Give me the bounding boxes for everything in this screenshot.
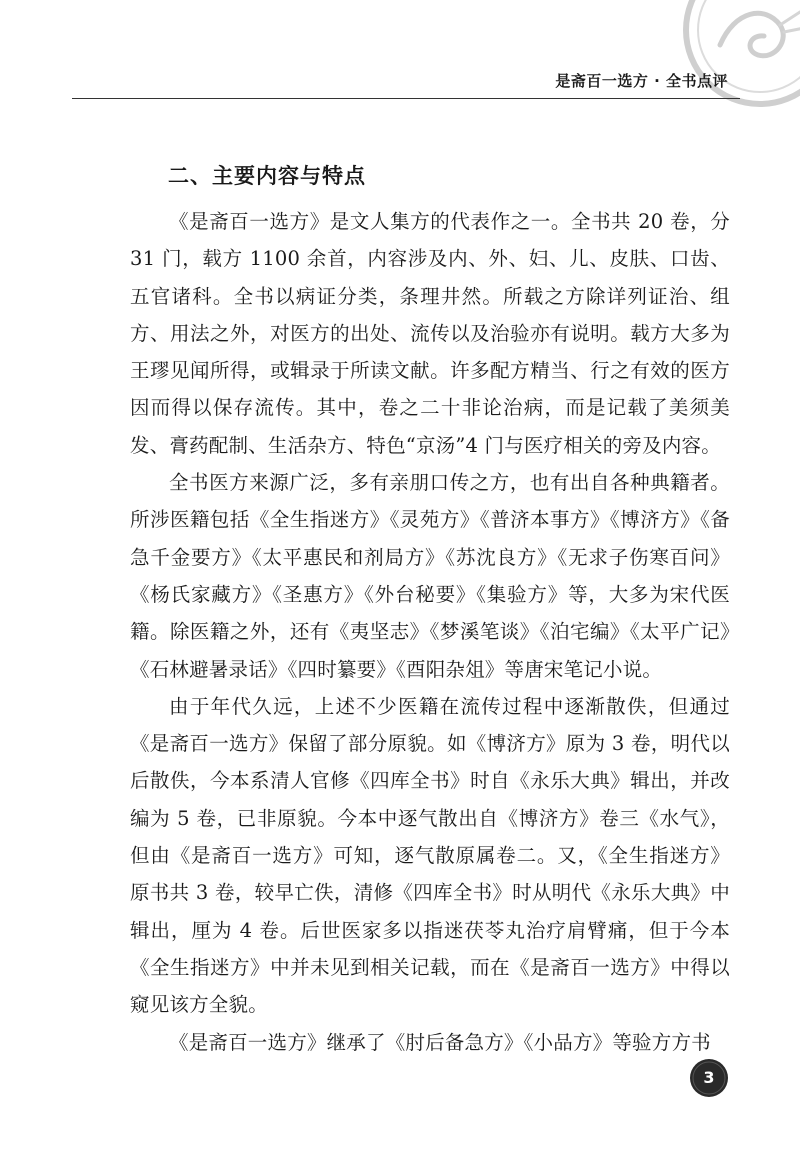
paragraph: 《是斋百一选方》继承了《肘后备急方》《小品方》等验方方书 bbox=[169, 1030, 711, 1054]
paragraph: 由于年代久远，上述不少医籍在流传过程中逐渐散佚，但通过《是斋百一选方》保留了部分原貌。如《博济方》原为 3 卷，明代以后散佚，今本系清人官修《四库全书》时自《永乐大典》辑出，并改编为 5 卷，已非原貌。今本中逐气散出自《博济方》卷三《水气》，但由《是斋百一选方》可知，逐气散原属卷二。又，《全生指迷方》原书共 3 卷，较早亡佚，清修《四库全书》时从明代《永乐大典》中辑出，厘为 4 卷。后世医家多以指迷茯苓丸治疗肩臂痛，但于今本《全生指迷方》中并未见到相关记载，而在《是斋百一选方》中得以窥见该方全貌。 bbox=[130, 694, 730, 1017]
header-divider bbox=[72, 98, 740, 99]
page-number: 3 bbox=[703, 1068, 715, 1087]
corner-dragon-seal-icon bbox=[680, 0, 800, 110]
body-text bbox=[130, 203, 730, 1061]
section-heading: 二、主要内容与特点 bbox=[168, 164, 366, 188]
paragraph: 全书医方来源广泛，多有亲朋口传之方，也有出自各种典籍者。所涉医籍包括《全生指迷方》《灵苑方》《普济本事方》《博济方》《备急千金要方》《太平惠民和剂局方》《苏沈良方》《无求子伤寒百问》《杨氏家藏方》《圣惠方》《外台秘要》《集验方》等，大多为宋代医籍。除医籍之外，还有《夷坚志》《梦溪笔谈》《泊宅编》《太平广记》《石林避暑录话》《四时纂要》《酉阳杂俎》等唐宋笔记小说。 bbox=[130, 471, 730, 681]
running-title: 是斋百一选方 · 全书点评 bbox=[555, 72, 728, 90]
paragraph: 《是斋百一选方》是文人集方的代表作之一。全书共 20 卷，分 31 门，载方 1100 余首，内容涉及内、外、妇、儿、皮肤、口齿、五官诸科。全书以病证分类，条理井然。所载之方除详列证治、组方、用法之外，对医方的出处、流传以及治验亦有说明。载方大多为王璆见闻所得，或辑录于所读文献。许多配方精当、行之有效的医方因而得以保存流传。其中，卷之二十非论治病，而是记载了美须美发、膏药配制、生活杂方、特色“京汤”4 门与医疗相关的旁及内容。 bbox=[130, 210, 730, 457]
